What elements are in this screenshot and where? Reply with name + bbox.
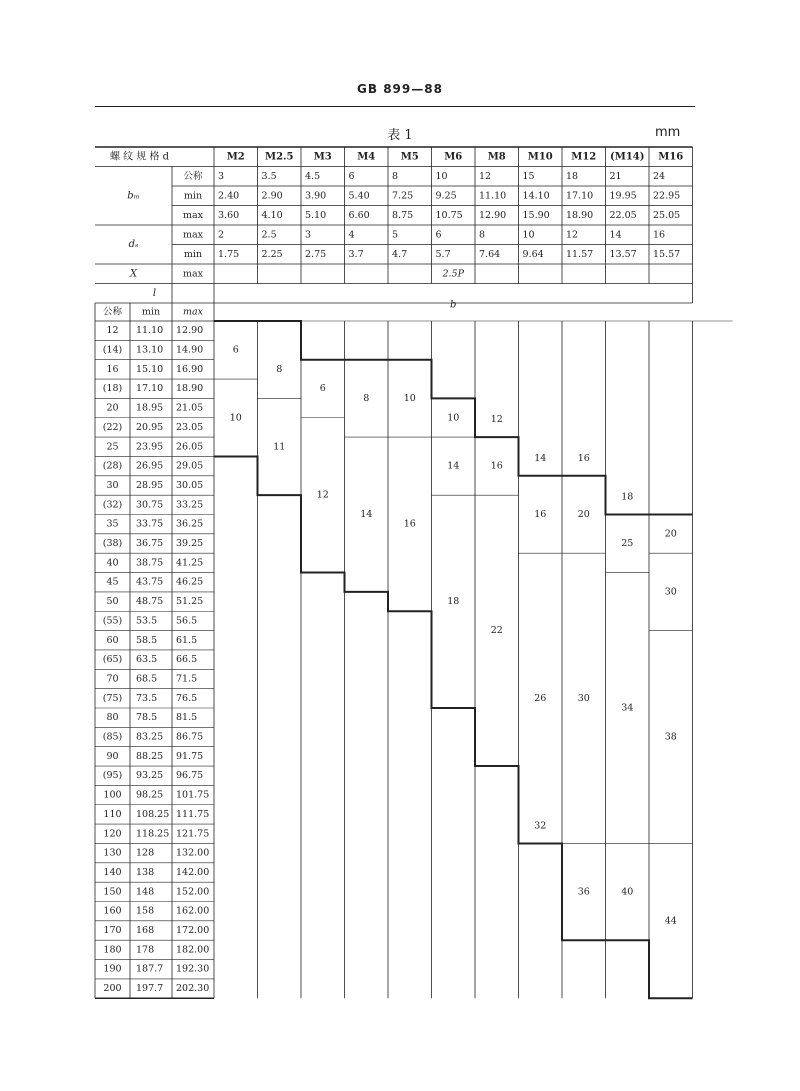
length-min: 33.75 <box>136 518 164 530</box>
bm-value: 15 <box>522 170 535 182</box>
b-value: 10 <box>403 392 416 404</box>
x-value: 2.5P <box>442 268 465 280</box>
length-min: 168 <box>136 925 155 937</box>
b-value: 30 <box>664 586 677 598</box>
length-max: 21.05 <box>176 402 204 414</box>
bm-value: 2.40 <box>218 190 240 202</box>
length-nominal: 130 <box>103 847 122 859</box>
ds-value: 16 <box>653 229 666 241</box>
b-value: 20 <box>577 509 590 520</box>
bm-value: 3.60 <box>218 209 240 221</box>
b-value: 34 <box>621 702 634 714</box>
size-header: M12 <box>571 151 597 163</box>
length-min: 20.95 <box>136 421 164 433</box>
b-value: 40 <box>621 886 634 898</box>
length-nominal: 150 <box>103 886 122 898</box>
length-max: 71.5 <box>176 673 198 685</box>
standard-header: GB 899—88 <box>357 82 443 96</box>
length-max: 51.25 <box>176 596 204 608</box>
length-min: 13.10 <box>136 344 164 356</box>
max-label: max <box>182 306 204 318</box>
ds-value: 4.7 <box>392 248 408 260</box>
length-max: 76.5 <box>176 692 198 704</box>
size-header: (M14) <box>610 151 645 163</box>
bm-value: 8.75 <box>392 209 414 221</box>
ds-value: 13.57 <box>609 248 637 260</box>
bm-value: 8 <box>392 170 399 182</box>
bm-value: 12 <box>479 170 492 182</box>
length-min: 38.75 <box>136 557 164 569</box>
ds-value: 12 <box>566 229 579 241</box>
length-nominal: 140 <box>103 866 122 878</box>
length-min: 53.5 <box>136 615 158 627</box>
length-max: 56.5 <box>176 615 198 627</box>
length-max: 30.05 <box>176 479 204 491</box>
b-value: 11 <box>273 441 286 453</box>
length-min: 128 <box>136 847 155 859</box>
bm-value: 11.10 <box>479 190 507 202</box>
length-max: 33.25 <box>176 499 204 511</box>
ds-value: 14 <box>609 229 622 241</box>
bm-value: 22.05 <box>609 209 637 221</box>
length-max: 12.90 <box>176 325 204 337</box>
ds-value: 5 <box>392 229 399 241</box>
length-nominal: (85) <box>102 731 123 743</box>
l-label: l <box>152 287 157 299</box>
size-header: M8 <box>487 151 506 163</box>
b-value: 22 <box>490 625 503 637</box>
length-nominal: 100 <box>103 789 122 801</box>
length-max: 81.5 <box>176 712 198 724</box>
length-min: 158 <box>136 905 155 917</box>
bm-value: 5.40 <box>348 190 370 202</box>
length-max: 162.00 <box>176 905 210 917</box>
length-max: 61.5 <box>176 634 198 646</box>
ds-value: 2.75 <box>305 248 327 260</box>
max-label: max <box>182 229 204 241</box>
max-label: max <box>182 268 204 280</box>
size-header: M5 <box>400 151 419 163</box>
length-nominal: (55) <box>102 615 123 627</box>
thread-spec-label: 螺 纹 规 格 d <box>109 151 170 163</box>
size-header: M3 <box>313 151 332 163</box>
size-header: M16 <box>658 151 684 163</box>
length-min: 26.95 <box>136 460 164 472</box>
bm-value: 12.90 <box>479 209 507 221</box>
length-min: 17.10 <box>136 383 164 395</box>
bm-value: 6.60 <box>348 209 370 221</box>
ds-value: 5.7 <box>435 248 451 260</box>
b-label: b <box>450 299 457 311</box>
length-nominal: (22) <box>102 421 123 433</box>
length-max: 14.90 <box>176 344 204 356</box>
bm-value: 6 <box>348 170 355 182</box>
b-value: 14 <box>534 452 547 464</box>
length-max: 111.75 <box>176 808 210 820</box>
bm-value: 4.5 <box>305 170 321 182</box>
ds-value: 15.57 <box>653 248 681 260</box>
table-caption: 表 1 <box>387 128 413 143</box>
b-value: 36 <box>577 886 590 898</box>
size-header: M4 <box>357 151 376 163</box>
size-header: M6 <box>444 151 463 163</box>
b-value: 18 <box>447 596 460 608</box>
bm-value: 3.90 <box>305 190 327 202</box>
bm-value: 21 <box>609 170 622 182</box>
length-min: 23.95 <box>136 441 164 453</box>
ds-value: 3 <box>305 229 312 241</box>
b-value: 10 <box>447 412 460 424</box>
b-value: 32 <box>534 820 547 832</box>
bm-value: 17.10 <box>566 190 594 202</box>
ds-value: 10 <box>522 229 535 241</box>
bm-value: 4.10 <box>261 209 283 221</box>
length-max: 132.00 <box>176 847 210 859</box>
length-min: 15.10 <box>136 363 164 375</box>
length-min: 48.75 <box>136 596 164 608</box>
b-value: 44 <box>664 915 677 927</box>
b-value: 14 <box>447 460 460 472</box>
length-nominal: 20 <box>106 402 119 414</box>
length-nominal: 180 <box>103 944 122 956</box>
min-label: min <box>183 190 203 202</box>
length-max: 121.75 <box>176 828 210 840</box>
ds-value: 3.7 <box>348 248 364 260</box>
length-nominal: 160 <box>103 905 122 917</box>
b-value: 6 <box>232 344 239 356</box>
length-min: 197.7 <box>136 983 164 995</box>
length-max: 192.30 <box>176 963 210 975</box>
length-nominal: 16 <box>106 363 119 375</box>
length-max: 41.25 <box>176 557 204 569</box>
ds-label: dₛ <box>128 239 139 250</box>
ds-value: 2 <box>218 229 225 241</box>
unit-label: mm <box>655 125 681 140</box>
length-min: 78.5 <box>136 712 158 724</box>
min-label: min <box>183 248 203 260</box>
length-min: 98.25 <box>136 789 164 801</box>
length-max: 29.05 <box>176 460 204 472</box>
length-nominal: 80 <box>106 712 119 724</box>
bm-value: 10.75 <box>435 209 463 221</box>
b-value: 16 <box>577 452 590 464</box>
length-nominal: 170 <box>103 925 122 937</box>
bm-value: 5.10 <box>305 209 327 221</box>
length-max: 182.00 <box>176 944 210 956</box>
length-nominal: 35 <box>106 518 119 530</box>
length-min: 148 <box>136 886 155 898</box>
length-min: 11.10 <box>136 325 164 337</box>
length-max: 46.25 <box>176 576 204 588</box>
b-value: 38 <box>664 731 677 743</box>
b-value: 26 <box>534 692 547 704</box>
ds-value: 4 <box>348 229 355 241</box>
length-min: 83.25 <box>136 731 164 743</box>
length-max: 96.75 <box>176 770 204 782</box>
length-max: 152.00 <box>176 886 210 898</box>
bm-value: 7.25 <box>392 190 414 202</box>
ds-value: 7.64 <box>479 248 501 260</box>
ds-value: 11.57 <box>566 248 594 260</box>
length-min: 187.7 <box>136 963 164 975</box>
ds-value: 6 <box>435 229 442 241</box>
length-max: 91.75 <box>176 750 204 762</box>
bm-value: 24 <box>653 170 666 182</box>
length-min: 68.5 <box>136 673 158 685</box>
length-max: 23.05 <box>176 421 204 433</box>
bm-value: 19.95 <box>609 190 637 202</box>
length-max: 18.90 <box>176 383 204 395</box>
b-value: 12 <box>490 414 503 426</box>
length-nominal: (95) <box>102 770 123 782</box>
length-nominal: (32) <box>102 499 123 511</box>
size-header: M2.5 <box>265 151 294 163</box>
length-max: 142.00 <box>176 866 210 878</box>
length-nominal: 25 <box>106 441 119 453</box>
length-nominal: (65) <box>102 654 123 666</box>
ds-value: 9.64 <box>522 248 544 260</box>
nominal-label: 公称 <box>183 170 203 182</box>
b-value: 6 <box>319 383 326 395</box>
length-max: 26.05 <box>176 441 204 453</box>
length-max: 172.00 <box>176 925 210 937</box>
bm-value: 14.10 <box>522 190 550 202</box>
max-label: max <box>182 209 204 221</box>
length-max: 16.90 <box>176 363 204 375</box>
ds-value: 1.75 <box>218 248 240 260</box>
bm-label: bₘ <box>127 190 140 202</box>
length-max: 36.25 <box>176 518 204 530</box>
b-value: 8 <box>276 363 283 375</box>
nominal-label: 公称 <box>102 306 123 318</box>
length-min: 58.5 <box>136 634 158 646</box>
length-min: 18.95 <box>136 402 164 414</box>
b-value: 18 <box>621 491 634 503</box>
length-nominal: 40 <box>106 557 119 569</box>
length-min: 138 <box>136 866 155 878</box>
length-min: 108.25 <box>136 808 170 820</box>
b-value: 10 <box>229 412 242 424</box>
bm-value: 22.95 <box>653 190 681 202</box>
b-value: 16 <box>534 509 547 520</box>
bm-value: 18 <box>566 170 579 182</box>
bm-value: 9.25 <box>435 190 457 202</box>
b-value: 16 <box>403 518 416 530</box>
length-min: 36.75 <box>136 538 164 550</box>
b-value: 30 <box>577 692 590 704</box>
length-max: 86.75 <box>176 731 204 743</box>
length-max: 66.5 <box>176 654 198 666</box>
bm-value: 15.90 <box>522 209 550 221</box>
b-value: 8 <box>363 392 370 404</box>
length-nominal: 50 <box>106 596 119 608</box>
length-nominal: 70 <box>106 673 119 685</box>
bm-value: 2.90 <box>261 190 283 202</box>
length-nominal: (28) <box>102 460 123 472</box>
b-value: 25 <box>621 538 634 550</box>
bm-value: 18.90 <box>566 209 594 221</box>
length-nominal: (14) <box>102 344 123 356</box>
b-value: 12 <box>316 489 329 501</box>
ds-value: 2.5 <box>261 229 277 241</box>
length-min: 118.25 <box>136 828 170 840</box>
length-min: 28.95 <box>136 479 164 491</box>
ds-value: 2.25 <box>261 248 283 260</box>
length-min: 88.25 <box>136 750 164 762</box>
b-value: 20 <box>664 528 677 540</box>
length-nominal: 190 <box>103 963 122 975</box>
length-nominal: (75) <box>102 692 123 704</box>
b-value: 16 <box>490 460 503 472</box>
ds-value: 8 <box>479 229 486 241</box>
length-max: 39.25 <box>176 538 204 550</box>
length-max: 101.75 <box>176 789 210 801</box>
length-min: 43.75 <box>136 576 164 588</box>
length-min: 30.75 <box>136 499 164 511</box>
length-nominal: (38) <box>102 538 123 550</box>
length-nominal: 110 <box>103 808 122 820</box>
b-value: 14 <box>360 509 373 520</box>
size-header: M2 <box>226 151 245 163</box>
size-header: M10 <box>527 151 553 163</box>
length-nominal: 12 <box>106 325 119 337</box>
length-nominal: 30 <box>106 479 119 491</box>
length-nominal: 45 <box>106 576 119 588</box>
length-min: 63.5 <box>136 654 158 666</box>
x-label: X <box>129 268 138 280</box>
bm-value: 3 <box>218 170 225 182</box>
bm-value: 25.05 <box>653 209 681 221</box>
length-max: 202.30 <box>176 983 210 995</box>
bm-value: 3.5 <box>261 170 277 182</box>
length-nominal: (18) <box>102 383 123 395</box>
length-min: 93.25 <box>136 770 164 782</box>
length-nominal: 120 <box>103 828 122 840</box>
length-nominal: 200 <box>103 983 122 995</box>
bm-value: 10 <box>435 170 448 182</box>
length-min: 178 <box>136 944 155 956</box>
min-label: min <box>141 306 161 318</box>
length-nominal: 90 <box>106 750 119 762</box>
length-nominal: 60 <box>106 634 119 646</box>
length-min: 73.5 <box>136 692 158 704</box>
